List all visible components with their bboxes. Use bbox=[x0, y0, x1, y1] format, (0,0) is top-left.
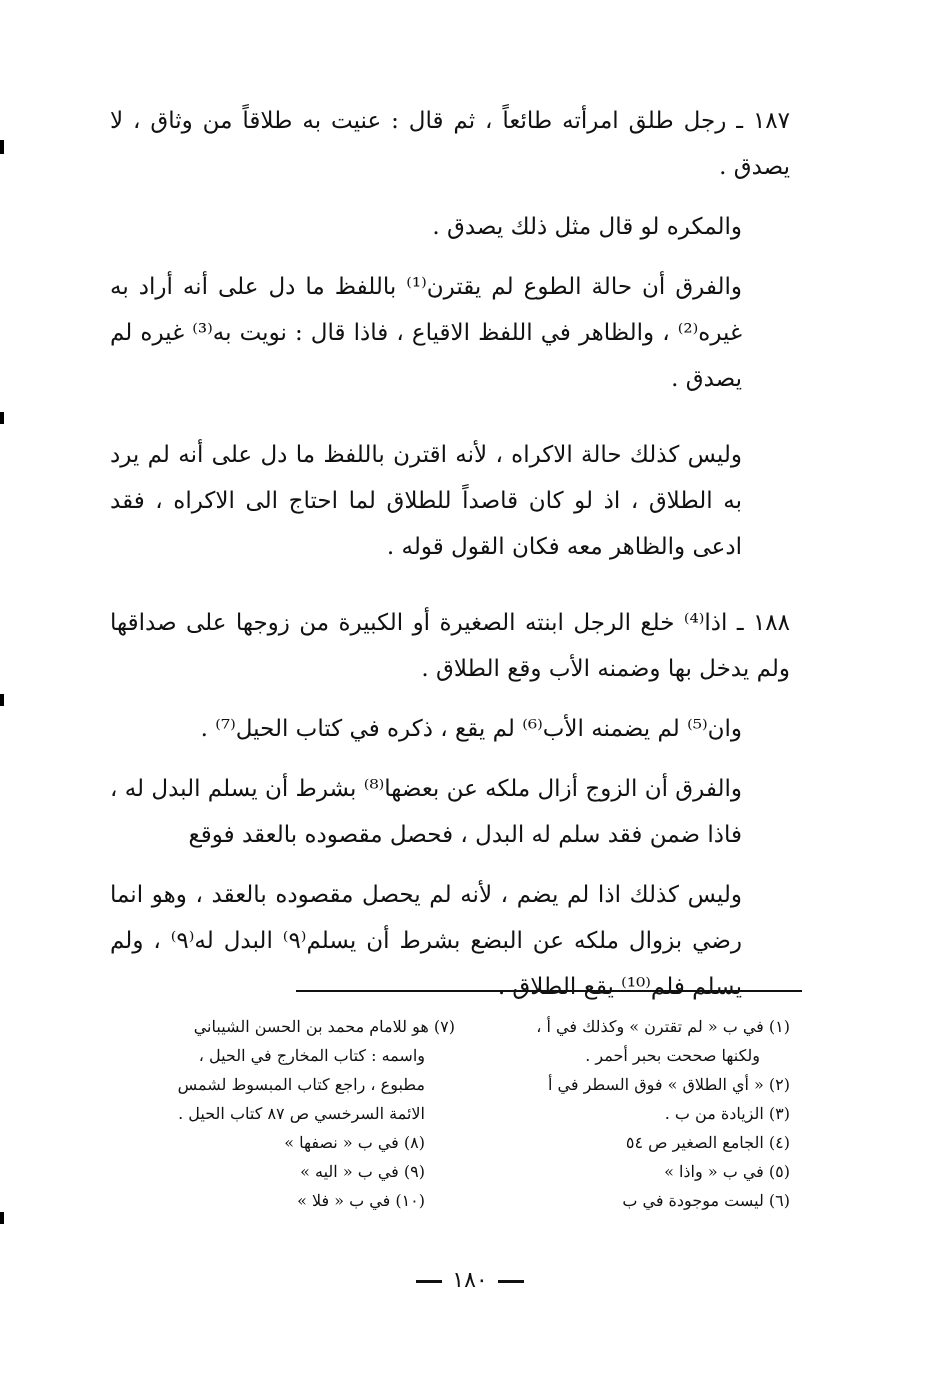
footnote-7-continued: الائمة السرخسي ص ٨٧ كتاب الحيل . bbox=[178, 1104, 425, 1123]
scan-edge-mark bbox=[0, 140, 4, 154]
footnote-7-continued: واسمه : كتاب المخارج في الحيل ، bbox=[198, 1046, 425, 1065]
page-number: ١٨٠ bbox=[452, 1268, 488, 1293]
paragraph-difference-1: والفرق أن حالة الطوع لم يقترن⁽¹⁾ باللفظ ما دل على أنه أراد به غيره⁽²⁾ ، والظاهر في اللفظ الاقياع ، فاذا قال : نويت به⁽³⁾ غيره لم يصدق . bbox=[110, 274, 743, 392]
footnote-8: (٨) في ب « نصفها » bbox=[284, 1133, 425, 1152]
footnote-divider bbox=[296, 990, 802, 992]
page-number-footer bbox=[0, 1268, 940, 1293]
footnote-7: (٧) هو للامام محمد بن الحسن الشيباني bbox=[193, 1017, 455, 1036]
dash-left bbox=[498, 1280, 524, 1283]
footnotes-left-column bbox=[110, 1012, 455, 1215]
footnote-10: (١٠) في ب « فلا » bbox=[297, 1191, 425, 1210]
paragraph-187: ١٨٧ ـ رجل طلق امرأته طائعاً ، ثم قال : عنيت به طلاقاً من وثاق ، لا يصدق . bbox=[110, 108, 790, 180]
paragraph-if-not-guaranteed: وان⁽⁵⁾ لم يضمنه الأب⁽⁶⁾ لم يقع ، ذكره في كتاب الحيل⁽⁷⁾ . bbox=[200, 716, 742, 742]
footnote-2: (٢) « أي الطلاق » فوق السطر في أ bbox=[547, 1075, 790, 1094]
footnote-4: (٤) الجامع الصغير ص ٥٤ bbox=[625, 1133, 790, 1152]
scan-edge-mark bbox=[0, 694, 4, 706]
paragraph-difference-2: والفرق أن الزوج أزال ملكه عن بعضها⁽⁸⁾ بشرط أن يسلم البدل له ، فاذا ضمن فقد سلم له البدل ، فحصل مقصوده بالعقد فوقع bbox=[109, 776, 742, 848]
paragraph-mukrah: والمكره لو قال مثل ذلك يصدق . bbox=[432, 214, 742, 240]
footnote-5: (٥) في ب « واذا » bbox=[664, 1162, 790, 1181]
footnote-6: (٦) ليست موجودة في ب bbox=[622, 1191, 790, 1210]
main-text bbox=[110, 98, 790, 1010]
footnote-1-continued: ولكنها صححت بحبر أحمر . bbox=[585, 1046, 760, 1065]
footnotes-right-column bbox=[480, 1012, 790, 1215]
dash-right bbox=[416, 1280, 442, 1283]
footnote-7-continued: مطبوع ، راجع كتاب المبسوط لشمس bbox=[177, 1075, 425, 1094]
paragraph-not-so: وليس كذلك اذا لم يضم ، لأنه لم يحصل مقصوده بالعقد ، وهو انما رضي بزوال ملكه عن البضع بشرط أن يسلم⁽٩⁾ البدل له⁽٩⁾ ، ولم يسلم فلم⁽¹⁰⁾ يقع الطلاق . bbox=[110, 882, 742, 1000]
scan-edge-mark bbox=[0, 412, 4, 424]
scan-edge-mark bbox=[0, 1212, 4, 1224]
footnote-3: (٣) الزيادة من ب . bbox=[664, 1104, 790, 1123]
footnote-9: (٩) في ب « اليه » bbox=[300, 1162, 425, 1181]
paragraph-ikrah: وليس كذلك حالة الاكراه ، لأنه اقترن باللفظ ما دل على أنه لم يرد به الطلاق ، اذ لو كان قاصداً للطلاق لما احتاج الى الاكراه ، فقد ادعى والظاهر معه فكان القول قوله . bbox=[110, 442, 742, 560]
footnote-1: (١) في ب « لم تقترن » وكذلك في أ ، bbox=[536, 1017, 790, 1036]
paragraph-188: ١٨٨ ـ اذا⁽⁴⁾ خلع الرجل ابنته الصغيرة أو الكبيرة من زوجها على صداقها ولم يدخل بها وضمنه الأب وقع الطلاق . bbox=[110, 610, 790, 682]
